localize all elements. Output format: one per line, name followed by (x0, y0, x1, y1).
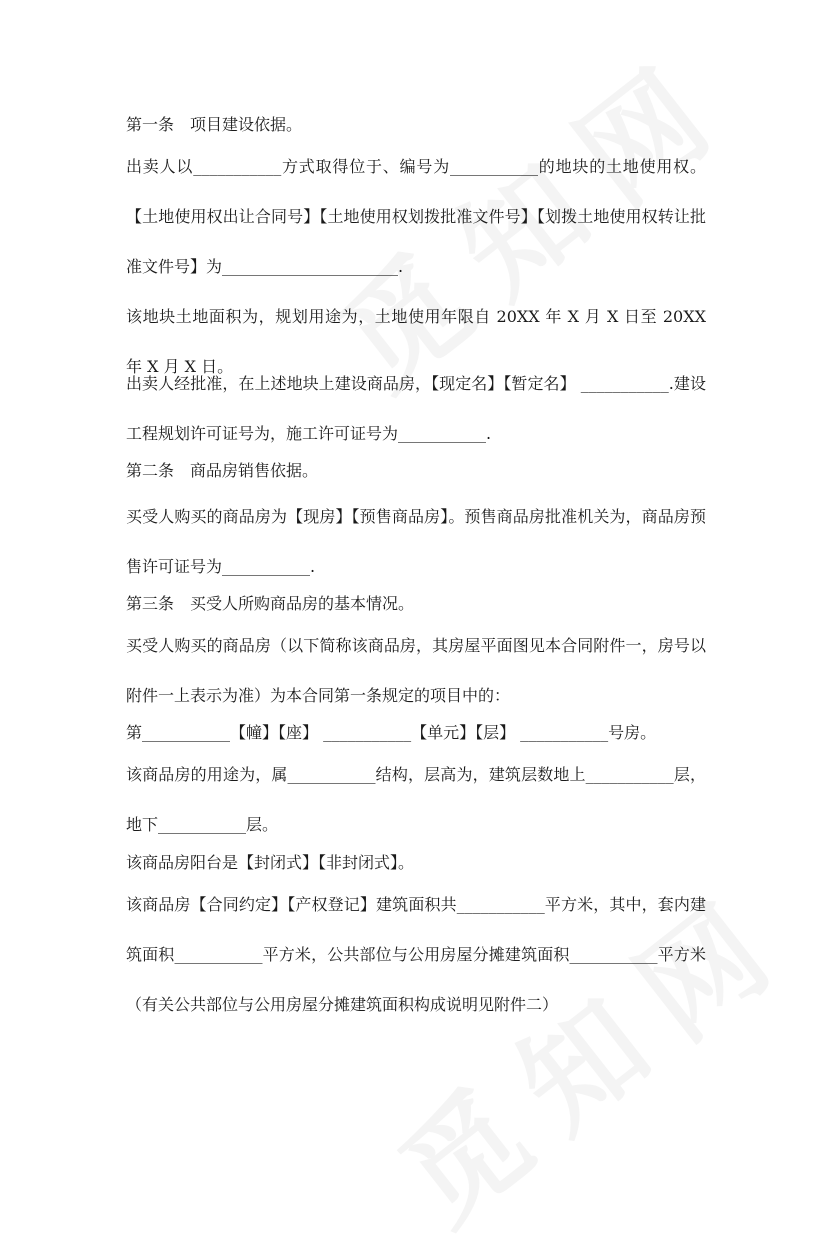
article-2-sale-paragraph: 买受人购买的商品房为【现房】【预售商品房】。预售商品房批准机关为，商品房预售许可证号为___________. (126, 507, 706, 576)
article-3-purchase-paragraph: 买受人购买的商品房（以下简称该商品房，其房屋平面图见本合同附件一，房号以附件一上表示为准）为本合同第一条规定的项目中的： (126, 636, 706, 705)
article-1-land-paragraph: 出卖人以___________方式取得位于、编号为___________的地块的土地使用权。【土地使用权出让合同号】【土地使用权划拨批准文件号】【划拨土地使用权转让批准文件号】为______________________. (126, 157, 706, 276)
article-3-heading: 第三条 买受人所购商品房的基本情况。 (126, 594, 415, 613)
article-2-heading: 第二条 商品房销售依据。 (126, 461, 319, 480)
article-1-approval-paragraph: 出卖人经批准，在上述地块上建设商品房，【现定名】【暂定名】 ___________.建设工程规划许可证号为，施工许可证号为___________. (126, 374, 706, 443)
article-3-usage-paragraph: 该商品房的用途为，属___________结构，层高为，建筑层数地上___________层，地下___________层。 (126, 765, 706, 834)
article-1-heading: 第一条 项目建设依据。 (126, 115, 303, 134)
article-1-area-paragraph: 该地块土地面积为，规划用途为，土地使用年限自 20XX 年 X 月 X 日至 20XX 年 X 月 X 日。 (126, 307, 712, 376)
article-3-balcony-line: 该商品房阳台是【封闭式】【非封闭式】。 (126, 853, 415, 872)
article-3-area-paragraph: 该商品房【合同约定】【产权登记】建筑面积共___________平方米，其中，套内建筑面积___________平方米，公共部位与公用房屋分摊建筑面积___________平方米（有关公共部位与公用房屋分摊建筑面积构成说明见附件二） (126, 895, 706, 1014)
article-3-room-line: 第___________【幢】【座】 ___________【单元】【层】 ___________号房。 (126, 723, 657, 742)
